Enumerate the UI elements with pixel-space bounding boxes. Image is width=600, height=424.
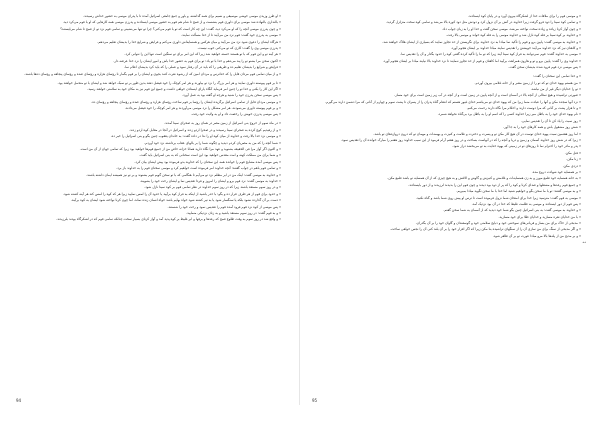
paragraph: « پس موسی سخن پدرزن خود را شنید و هرچه او گفته بود به عمل آورد.: [182, 93, 281, 98]
paragraph: « شش روز مشغول باش و همه کارهای خود را به جا آور.: [503, 125, 581, 130]
paragraph: « نزد آنها سجده مکن و آنها را عبادت منما زیرا من که یهوه خدای تو می‌باشم خدای غیور هستم که انتقام گناه پدران را از پسران تا پشت سوم و چهارم از آنانی که مرا دشمن دارند می‌گیرم.: [325, 99, 581, 104]
paragraph: « پس موسی نزد قوم فرود شده بدیشان سخن گفت.: [508, 65, 581, 70]
paragraph: « اما روز هفتمین سبت یهوه خدای توست در آن هیچ کار مکن تو و پسرت و دخترت و غلامت و کنیزت و بهیمه‌ات و مهمان تو که درون دروازه‌های تو باشد.: [373, 131, 581, 136]
paragraph: « و بر مذبح من از پله‌ها بالا مرو مبادا عورت تو بر آن ظاهر شود.: [492, 233, 581, 238]
paragraph: « و موسی مردان قابل از تمامی اسرائیل برگزیده ایشان را رؤسا بر قوم ساخت رؤسای هزاره و رؤسای صده و رؤسای پنجاهه و رؤسای ده.: [91, 99, 281, 104]
paragraph: « او طرز وزیدن موسی خوشی موسیقی و نسیم برای همه گذاشته، و باور و جمع جامعی اسرائیل آمده تا با پدران موسی به حضور خداش رسیدند.: [83, 14, 281, 18]
paragraph: « خداوند به موسی گفت: نزد قوم برو و ایشان را امروز و فردا تقدیس نما و ایشان رخت خود را بشویند.: [139, 178, 281, 183]
right-page: [300, 0, 600, 424]
paragraph: « روز سبت را یاد کن تا آن را تقدیس نمایی.: [521, 118, 581, 123]
paragraph: « و تمامی قوم باهم در جواب گفتند: آنچه خداوند امر فرموده است خواهیم کرد و موسی سخنان قوم را به خداوند باز برد.: [116, 166, 281, 171]
paragraph: « اکنون سخن مرا بشنو تو را پند می‌دهم و خدا با تو باد: تو برای قوم به حضور خدا باش و امور ایشان را نزد خدا عرضه دار.: [113, 58, 281, 63]
paragraph: « و کاهنان نیز که نزد خداوند می‌آیند خویشتن را تقدیس نمایند مبادا خداوند بر ایشان هجوم آورد.: [450, 45, 581, 50]
paragraph: « و تا هزار پشت بر آنانی که مرا دوست دارند و احکام مرا نگاه دارند رحمت می‌کنم.: [466, 106, 581, 111]
paragraph: « و به موسی گفتند: تو با ما سخن بگو و خواهیم شنید اما خدا با ما سخن نگوید مبادا بمیریم.: [456, 189, 581, 194]
paragraph: « تو را خدایان دیگر غیر از من نباشد.: [530, 86, 581, 91]
paragraph: « و شما برای من مملکت کهنه و امت مقدس خواهید بود این است سخنانی که به بنی اسرائیل باید گفت.: [139, 153, 281, 158]
paragraph: « صورتی تراشیده و هیچ تمثالی از آنچه بالا در آسمان است و از آنچه پایین در زمین است و از آنچه در آب زیر زمین است برای خود مساز.: [394, 93, 581, 98]
paragraph: « تا بر قوم پیوسته داوری نمایند و هر امر بزرگ را نزد تو بیاورند و هر امر کوچک را خود فیصل دهند بدین طور بر تو سبک خواهد شد و ایشان با تو متحمل خواهند بود.: [57, 80, 281, 85]
paragraph: « در ماه سوم از خروج بنی اسرائیل از زمین مصر در همان روز به صحرای سینا آمدند.: [164, 121, 281, 126]
paragraph: « پس موسی آمده مشایخ قوم را خوانده همه این سخنان را که خداوند بدو فرموده بود پیش ایشان بیان کرد.: [134, 159, 281, 164]
paragraph: « قتل مکن.: [564, 150, 581, 155]
paragraph: « من هستم یهوه خدای تو که تو را از زمین مصر و از خانه غلامی بیرون آوردم.: [474, 80, 581, 85]
paragraph: « دست بر آن گذارده نشود بلکه یا سنگسار شود یا به تیر کشته شود خواه بهایم باشد خواه انسان زنده نماند، اما چون کرنا نواخته شود ایشان به کوه برآیند.: [70, 198, 281, 203]
right-page-text: [316, 14, 586, 389]
paragraph: « زنا مکن.: [566, 157, 581, 162]
paragraph: « پس قوم از دور ایستادند و موسی به ظلمت غلیظ که خدا در آن بود نزدیک آمد.: [471, 201, 581, 206]
paragraph: « شما آنچه را که من به مصریان کردم دیدید و چگونه شما را بر بالهای عقاب برداشته نزد خود آوردم.: [144, 140, 281, 145]
paragraph: « و حدود برای قوم از هر طرف قرار ده و بگو: با حذر باشید از اینکه به فراز کوه برآیید یا حدود آن را لمس نمایید زیرا هر که کوه را لمس کند هر آینه کشته شود.: [62, 191, 281, 196]
paragraph: « دزدی مکن.: [562, 163, 581, 168]
paragraph: « و خداوند به موسی گفت: اینک من در ابر مظلم نزد تو می‌آیم تا هنگامی که با تو سخن گویم قوم بشنوند و بر تو نیز همیشه ایمان داشته باشند.: [86, 172, 281, 177]
paragraph: « با من خدایان نقره مسازید و خدایان طلا برای خود مسازید.: [498, 214, 581, 219]
paragraph: « و تمامی کوه سینا را دود فرو گرفت زیرا خداوند در آتش بر آن نزول کرد و دودش مثل دود کوره بالا می‌شد و تمامی کوه سخت متزلزل گردید.: [386, 20, 581, 25]
paragraph: « پدرزن موسی وی را گفت: کاری که تو می‌کنی خوب نیست.: [197, 45, 281, 50]
paragraph: « و خداوند به موسی گفت: به بنی اسرائیل چنین بگو شما خود دیدید که از آسمان به شما سخن گفتم.: [443, 208, 581, 213]
right-page-number: 95: [312, 398, 318, 403]
left-page-text: [14, 14, 286, 389]
paragraph: « پدر و مادر خود را احترام نما تا روزهای تو در زمینی که یهوه خدایت به تو می‌بخشد دراز شود.: [452, 144, 581, 149]
paragraph: « و جمیع قوم رعدها و مشعلها و صدای کرنا و کوه را که پر از دود بود دیدند و چون قوم این را بدیدند لرزیدند و از دور بایستادند.: [408, 182, 581, 187]
paragraph: « بالنداری بالنهاده شد موسی برای داوری قوم بنشست و از صبح تا شام هم قوم به حضور موسی ایستادند و پدرزن موسی همه کارهایی که او با قوم می‌کرد دید.: [62, 20, 281, 25]
paragraph: « مذبحی از خاک برای من بساز و قربانی‌های سوختنی خود و ذبایح سلامتی خود و گوسفندان و گاوان خود را بر آن بگذران.: [415, 221, 581, 226]
paragraph: « و موسی نزد خدا بالا رفت و خداوند از میان کوه او را ندا در داده گفت: به خاندان یعقوب چنین بگو و بنی اسرائیل را خبر ده.: [110, 134, 281, 139]
paragraph: « و خدا تمامی این سخنان را گفت:: [533, 74, 581, 79]
paragraph: « خداوند وی را گفت: پایین برو و تو و هارون همراهت برآیید اما کاهنان و قوم از حد تجاوز ننمایند تا نزد خداوند بالا نیایند مبادا بر ایشان هجوم آورد.: [382, 58, 581, 63]
paragraph: « به خانه همسایه خود طمع مورز و به زن همسایه‌ات و غلامش و کنیزش و گاوش و الاغش و به هیچ چیزی که از آن همسایه تو باشد طمع مکن.: [387, 176, 581, 181]
paragraph: « و از میان تمامی قوم مردان قابل را که خداترس و مردان امین که از رشوه نفرت کنند بجوی و ایشان را بر قوم بگمار تا رؤسای هزاره و رؤسای صده و رؤسای پنجاهه و رؤسای ده‌ها باشند.: [24, 71, 281, 76]
paragraph: « هر آینه تو و این قوم که با تو هستند خسته خواهید شد زیرا که این امر برای تو سنگین است تنها این را نتوانی کرد.: [124, 52, 281, 57]
paragraph: « و واقع شد در روز سوم به وقت طلوع صبح که رعدها و برقها و ابر غلیظ بر کوه پدید آمد و آواز کرنای بسیار سخت چنانکه تمامی قوم که در لشکرگاه بودند بلرزیدند.: [56, 217, 281, 222]
paragraph: « و خداوند بر کوه سینا بر قله کوه نازل شد و خداوند موسی را به قله کوه خواند و موسی بالا رفت.: [446, 33, 581, 38]
paragraph: « و خداوند به موسی گفت: پایین برو و قوم را تأکید نما مبادا به نزد خداوند برای نگریستن از حد تجاوز نمایند که بسیاری از ایشان هلاک خواهند شد.: [382, 39, 581, 44]
paragraph: « و بر قوم پیوسته داوری می‌نمودند، هر امر مشکل را نزد موسی می‌آوردند و هر امر کوچک را خود فیصل می‌دادند.: [124, 106, 281, 111]
paragraph: « پس موسی پدرزن خویش را رخصت داد و او به ولایت خود رفت.: [190, 112, 281, 117]
paragraph: « و در روز سوم مستعد باشند زیرا که در روز سوم خداوند در نظر تمامی قوم بر کوه سینا نازل شود.: [144, 185, 281, 190]
paragraph: « و اکنون اگر آواز مرا فی الحقیقه بشنوید و عهد مرا نگاه دارید همانا خزانه خاص من از جمیع قوم‌ها خواهید بود زیرا که تمامی جهان از آن من است.: [79, 147, 281, 151]
paragraph: ٭٭: [582, 240, 586, 245]
paragraph: « موسی به قوم گفت: مترسید زیرا خدا برای امتحان شما نزول فرموده است تا ترس او پیش روی شما باشد و گناه نکنید.: [415, 195, 581, 200]
left-page-number: 94: [16, 398, 22, 403]
paragraph: « و چون پدرزن موسی آنچه را که او می‌کرد دید، گفت: این چه کار است که تو با قوم می‌کنی؟ چرا تو تنها می‌نشینی و تمامی قوم نزد تو از صبح تا شام می‌ایستند؟: [60, 26, 281, 31]
paragraph: « و موسی قوم را برای ملاقات خدا از لشکرگاه بیرون آورد و در پایان کوه ایستادند.: [467, 14, 581, 18]
paragraph: « پس موسی از کوه نزد قوم فرود آمده قوم را تقدیس نمود و رخت خود را شستند.: [167, 204, 281, 209]
paragraph: « اگر این کار را بکنی و خدا تو را چنین امر فرماید آنگاه یارای ایستادن خواهی داشت و جمیع این قوم نیز به مکان خود به سلامتی خواهند رسید.: [87, 86, 281, 91]
paragraph: « نام یهوه خدای خود را به باطل مبر زیرا خداوند کسی را که اسم او را به باطل برد بی‌گناه نخواهد شمرد.: [437, 112, 581, 117]
paragraph: « و چون آواز کرنا زیاده و زیاده سخت نواخته می‌شد، موسی سخن گفت و خدا او را به زبان جواب داد.: [441, 26, 581, 31]
paragraph: « هرگاه ایشان را دعوی شود نزد من می‌آیند و میان هرکس و همسایه‌اش داوری می‌کنم و فرایض و شرایع خدا را بدیشان تعلیم می‌دهم.: [97, 39, 281, 44]
paragraph: « فرایض و شرایع را بدیشان تعلیم ده و طریقی را که باید در آن رفتار نمود و عملی را که باید کرد بدیشان اعلام نما.: [124, 65, 281, 70]
paragraph: « زیرا که در شش روز خداوند آسمان و زمین و دریا و آنچه را که در آنهاست بساخت و در روز هفتم آرام فرمود از این سبب خداوند روز هفتم را مبارک خوانده آن را تقدیس نمود.: [340, 138, 581, 143]
paragraph: « و اگر مذبحی از سنگ برای من سازی آن را از سنگهای تراشیده بنا مکن زیرا که اگر افزار خود را بر آن بلند کنی آن را نجس خواهی ساخت.: [389, 227, 581, 232]
paragraph: « و از رفیدیم کوچ کرده به صحرای سینا رسیدند و در صحرا اردو زدند و اسرائیل در آنجا در مقابل کوه اردو زدند.: [129, 127, 281, 132]
paragraph: « بر همسایه خود شهادت دروغ مده.: [531, 169, 581, 174]
paragraph: « موسی به خداوند گفت: قوم نمی‌توانند به فراز کوه سینا آیند زیرا که تو ما را تأکید کرده گفتی کوه را حدود بگذار و آن را تقدیس نما.: [400, 52, 581, 57]
paragraph: « موسی به پدرزن خود گفت: قوم نزد من می‌آیند تا از خدا مسألت نمایند.: [181, 33, 281, 38]
paragraph: « و به قوم گفت: در روز سوم مستعد باشید و به زنان نزدیکی منمایید.: [186, 210, 281, 215]
